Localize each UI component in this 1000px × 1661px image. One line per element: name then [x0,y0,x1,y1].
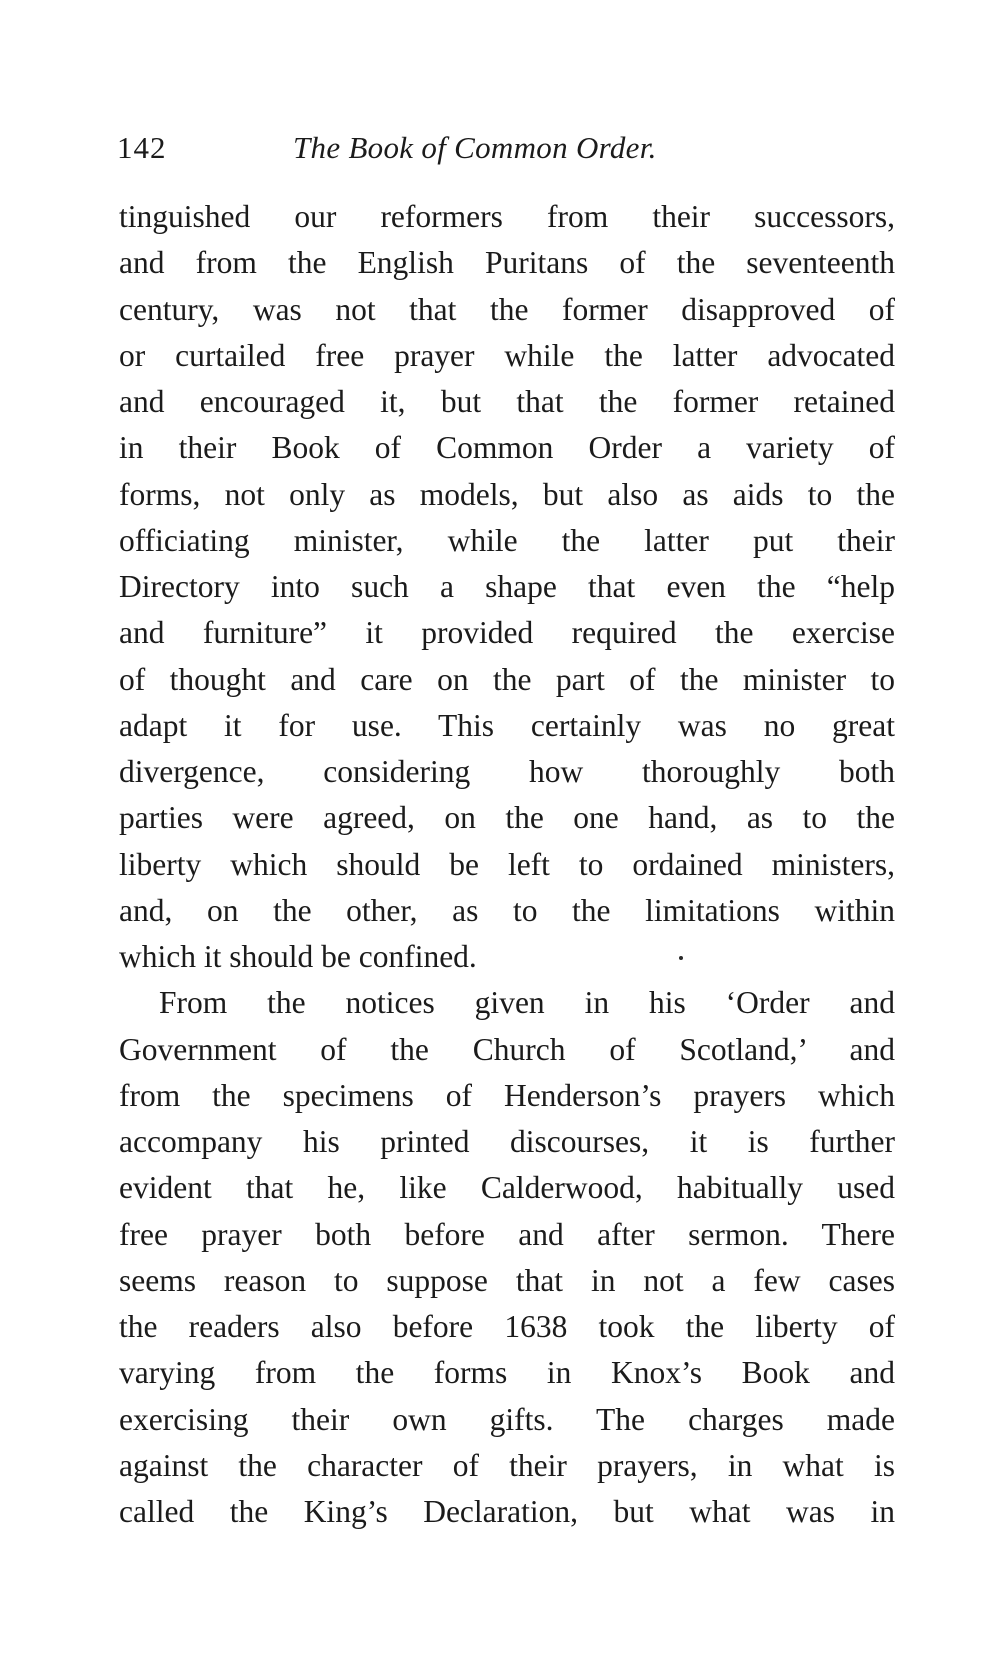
paragraph-2 [119,980,895,1535]
text-line: called the King’s Declaration, but what was in [119,1494,895,1529]
text-line: Government of the Church of Scotland,’ and [119,1031,895,1067]
text-line: tinguished our reformers from their successors, [119,199,895,234]
text-line: officiating minister, while the latter put their [119,522,895,558]
text-line: in their Book of Common Order a variety of [119,430,895,466]
text-line: liberty which should be left to ordained ministers, [119,846,895,882]
text-line: From the notices given in his ‘Order and [159,985,895,1021]
page-number: 142 [117,130,167,165]
text-line: free prayer both before and after sermon. There [119,1216,895,1252]
text-line: varying from the forms in Knox’s Book and [119,1355,895,1391]
text-line: the readers also before 1638 took the liberty of [119,1309,895,1344]
text-line: century, was not that the former disapproved of [119,291,895,327]
text-line: evident that he, like Calderwood, habitually used [119,1170,895,1206]
text-line: divergence, considering how thoroughly both [119,754,895,789]
text-line: and, on the other, as to the limitations within [119,892,895,928]
body-text [119,194,895,1535]
print-speck [679,956,683,960]
text-line: exercising their own gifts. The charges made [119,1401,895,1437]
text-line: from the specimens of Henderson’s prayers which [119,1077,895,1113]
text-line: against the character of their prayers, in what is [119,1447,895,1483]
text-line: and from the English Puritans of the seventeenth [119,245,895,281]
running-title: The Book of Common Order. [293,130,657,165]
text-line: of thought and care on the part of the minister to [119,661,895,697]
text-line: parties were agreed, on the one hand, as to the [119,800,895,836]
text-line: adapt it for use. This certainly was no great [119,707,895,743]
text-line: forms, not only as models, but also as aids to the [119,476,895,512]
text-line: and furniture” it provided required the exercise [119,615,895,651]
text-line: seems reason to suppose that in not a few cases [119,1262,895,1298]
paragraph-1 [119,194,895,980]
text-line: and encouraged it, but that the former retained [119,384,895,419]
text-line: Directory into such a shape that even the “help [119,569,895,604]
text-line: which it should be confined. [119,939,477,974]
text-line: or curtailed free prayer while the latter advocated [119,337,895,373]
running-head [117,128,897,172]
text-line: accompany his printed discourses, it is further [119,1124,895,1159]
